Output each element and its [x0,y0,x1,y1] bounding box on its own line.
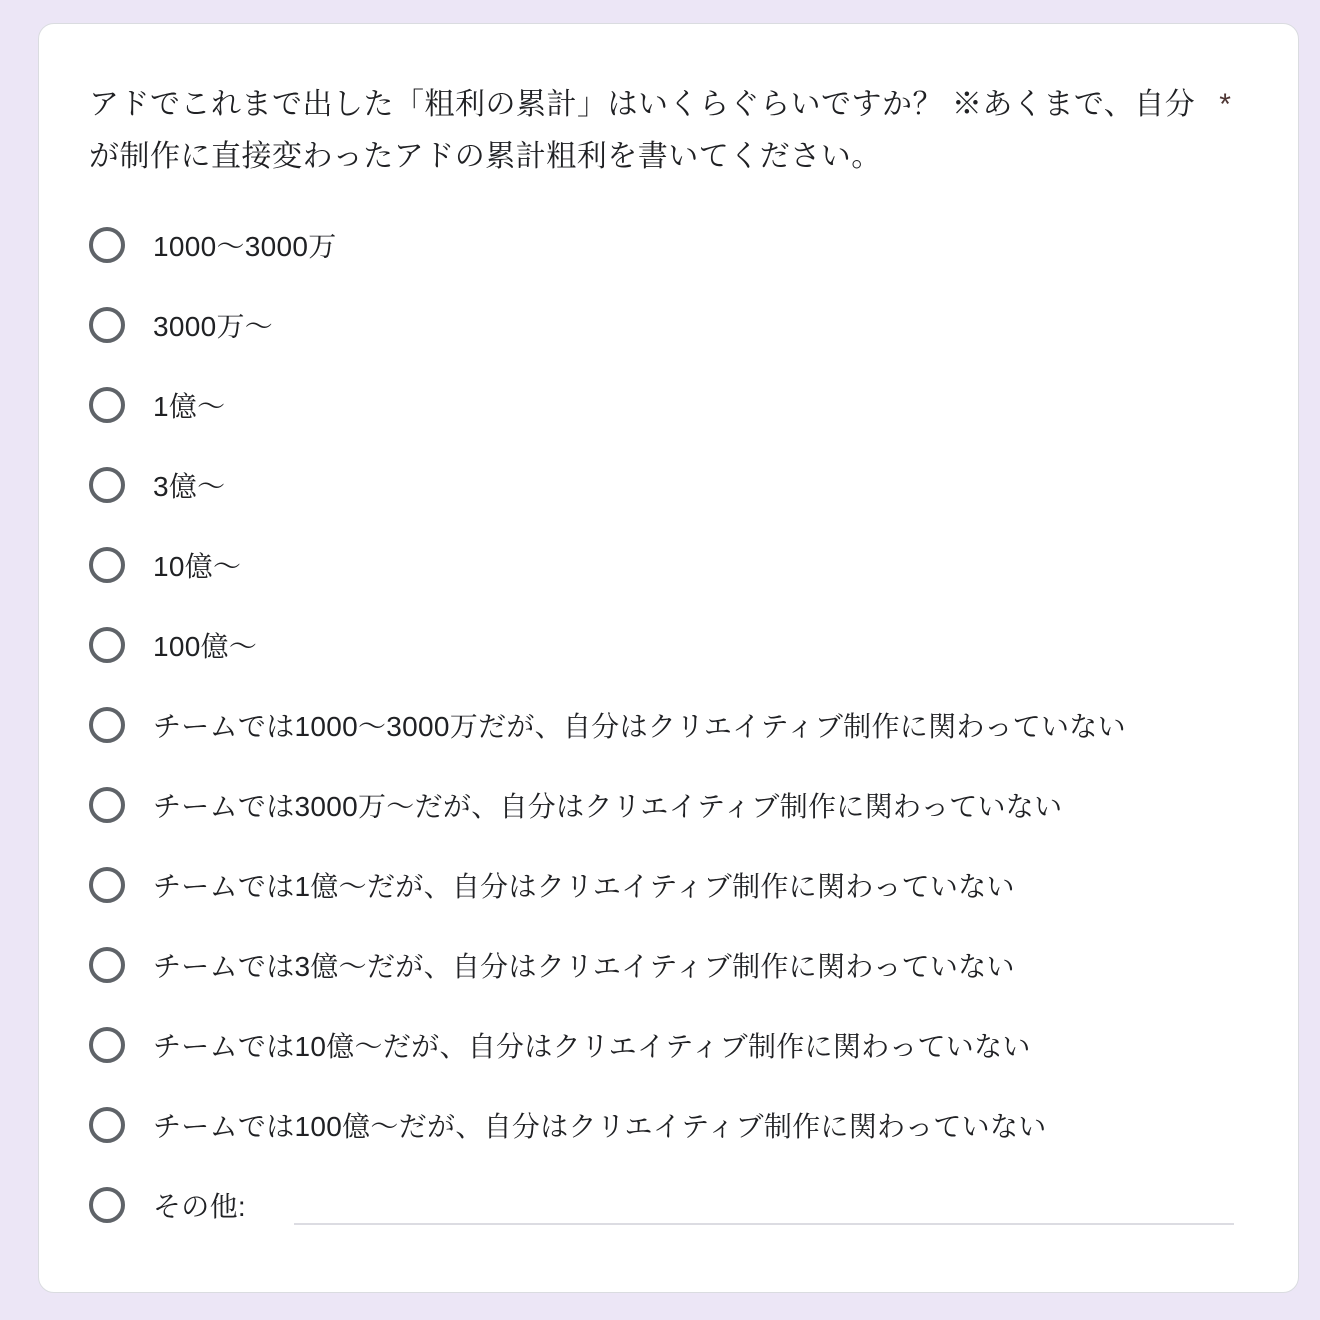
option-row-1[interactable] [89,227,1248,263]
radio-button-icon[interactable] [89,547,125,583]
radio-button-icon[interactable] [89,867,125,903]
radio-button-icon[interactable] [89,387,125,423]
question-title-line2: が制作に直接変わったアドの累計粗利を書いてください。 [89,140,882,173]
radio-button-icon[interactable] [89,707,125,743]
required-asterisk: * [1219,88,1232,121]
option-row-8[interactable] [89,787,1248,823]
option-row-10[interactable] [89,947,1248,983]
option-label: 3000万〜 [153,311,274,342]
other-text-input[interactable] [294,1185,1234,1225]
option-label: 100億〜 [153,631,258,662]
option-label: チームでは10億〜だが、自分はクリエイティブ制作に関わっていない [153,1031,1031,1062]
option-label: チームでは3000万〜だが、自分はクリエイティブ制作に関わっていない [153,791,1063,822]
radio-button-icon[interactable] [89,227,125,263]
question-card [38,23,1299,1293]
option-label: 1億〜 [153,391,226,422]
option-row-4[interactable] [89,467,1248,503]
option-row-9[interactable] [89,867,1248,903]
option-row-7[interactable] [89,707,1248,743]
question-title-line1: アドでこれまで出した「粗利の累計」はいくらぐらいですか？ ※あくまで、自分 [89,88,1196,121]
radio-button-icon[interactable] [89,1187,125,1223]
option-row-13[interactable] [89,1187,1248,1223]
option-label: チームでは100億〜だが、自分はクリエイティブ制作に関わっていない [153,1111,1047,1142]
radio-button-icon[interactable] [89,787,125,823]
option-row-2[interactable] [89,307,1248,343]
option-row-11[interactable] [89,1027,1248,1063]
option-label: その他: [153,1191,246,1222]
radio-button-icon[interactable] [89,947,125,983]
option-label: チームでは3億〜だが、自分はクリエイティブ制作に関わっていない [153,951,1015,982]
radio-button-icon[interactable] [89,627,125,663]
radio-button-icon[interactable] [89,1027,125,1063]
question-title [89,79,1248,183]
radio-button-icon[interactable] [89,307,125,343]
option-row-5[interactable] [89,547,1248,583]
option-label: チームでは1000〜3000万だが、自分はクリエイティブ制作に関わっていない [153,711,1126,742]
option-label: 10億〜 [153,551,242,582]
option-label: 1000〜3000万 [153,231,337,262]
option-row-12[interactable] [89,1107,1248,1143]
option-row-6[interactable] [89,627,1248,663]
option-label: チームでは1億〜だが、自分はクリエイティブ制作に関わっていない [153,871,1015,902]
options-list [89,227,1248,1223]
radio-button-icon[interactable] [89,1107,125,1143]
radio-button-icon[interactable] [89,467,125,503]
option-row-3[interactable] [89,387,1248,423]
option-label: 3億〜 [153,471,226,502]
